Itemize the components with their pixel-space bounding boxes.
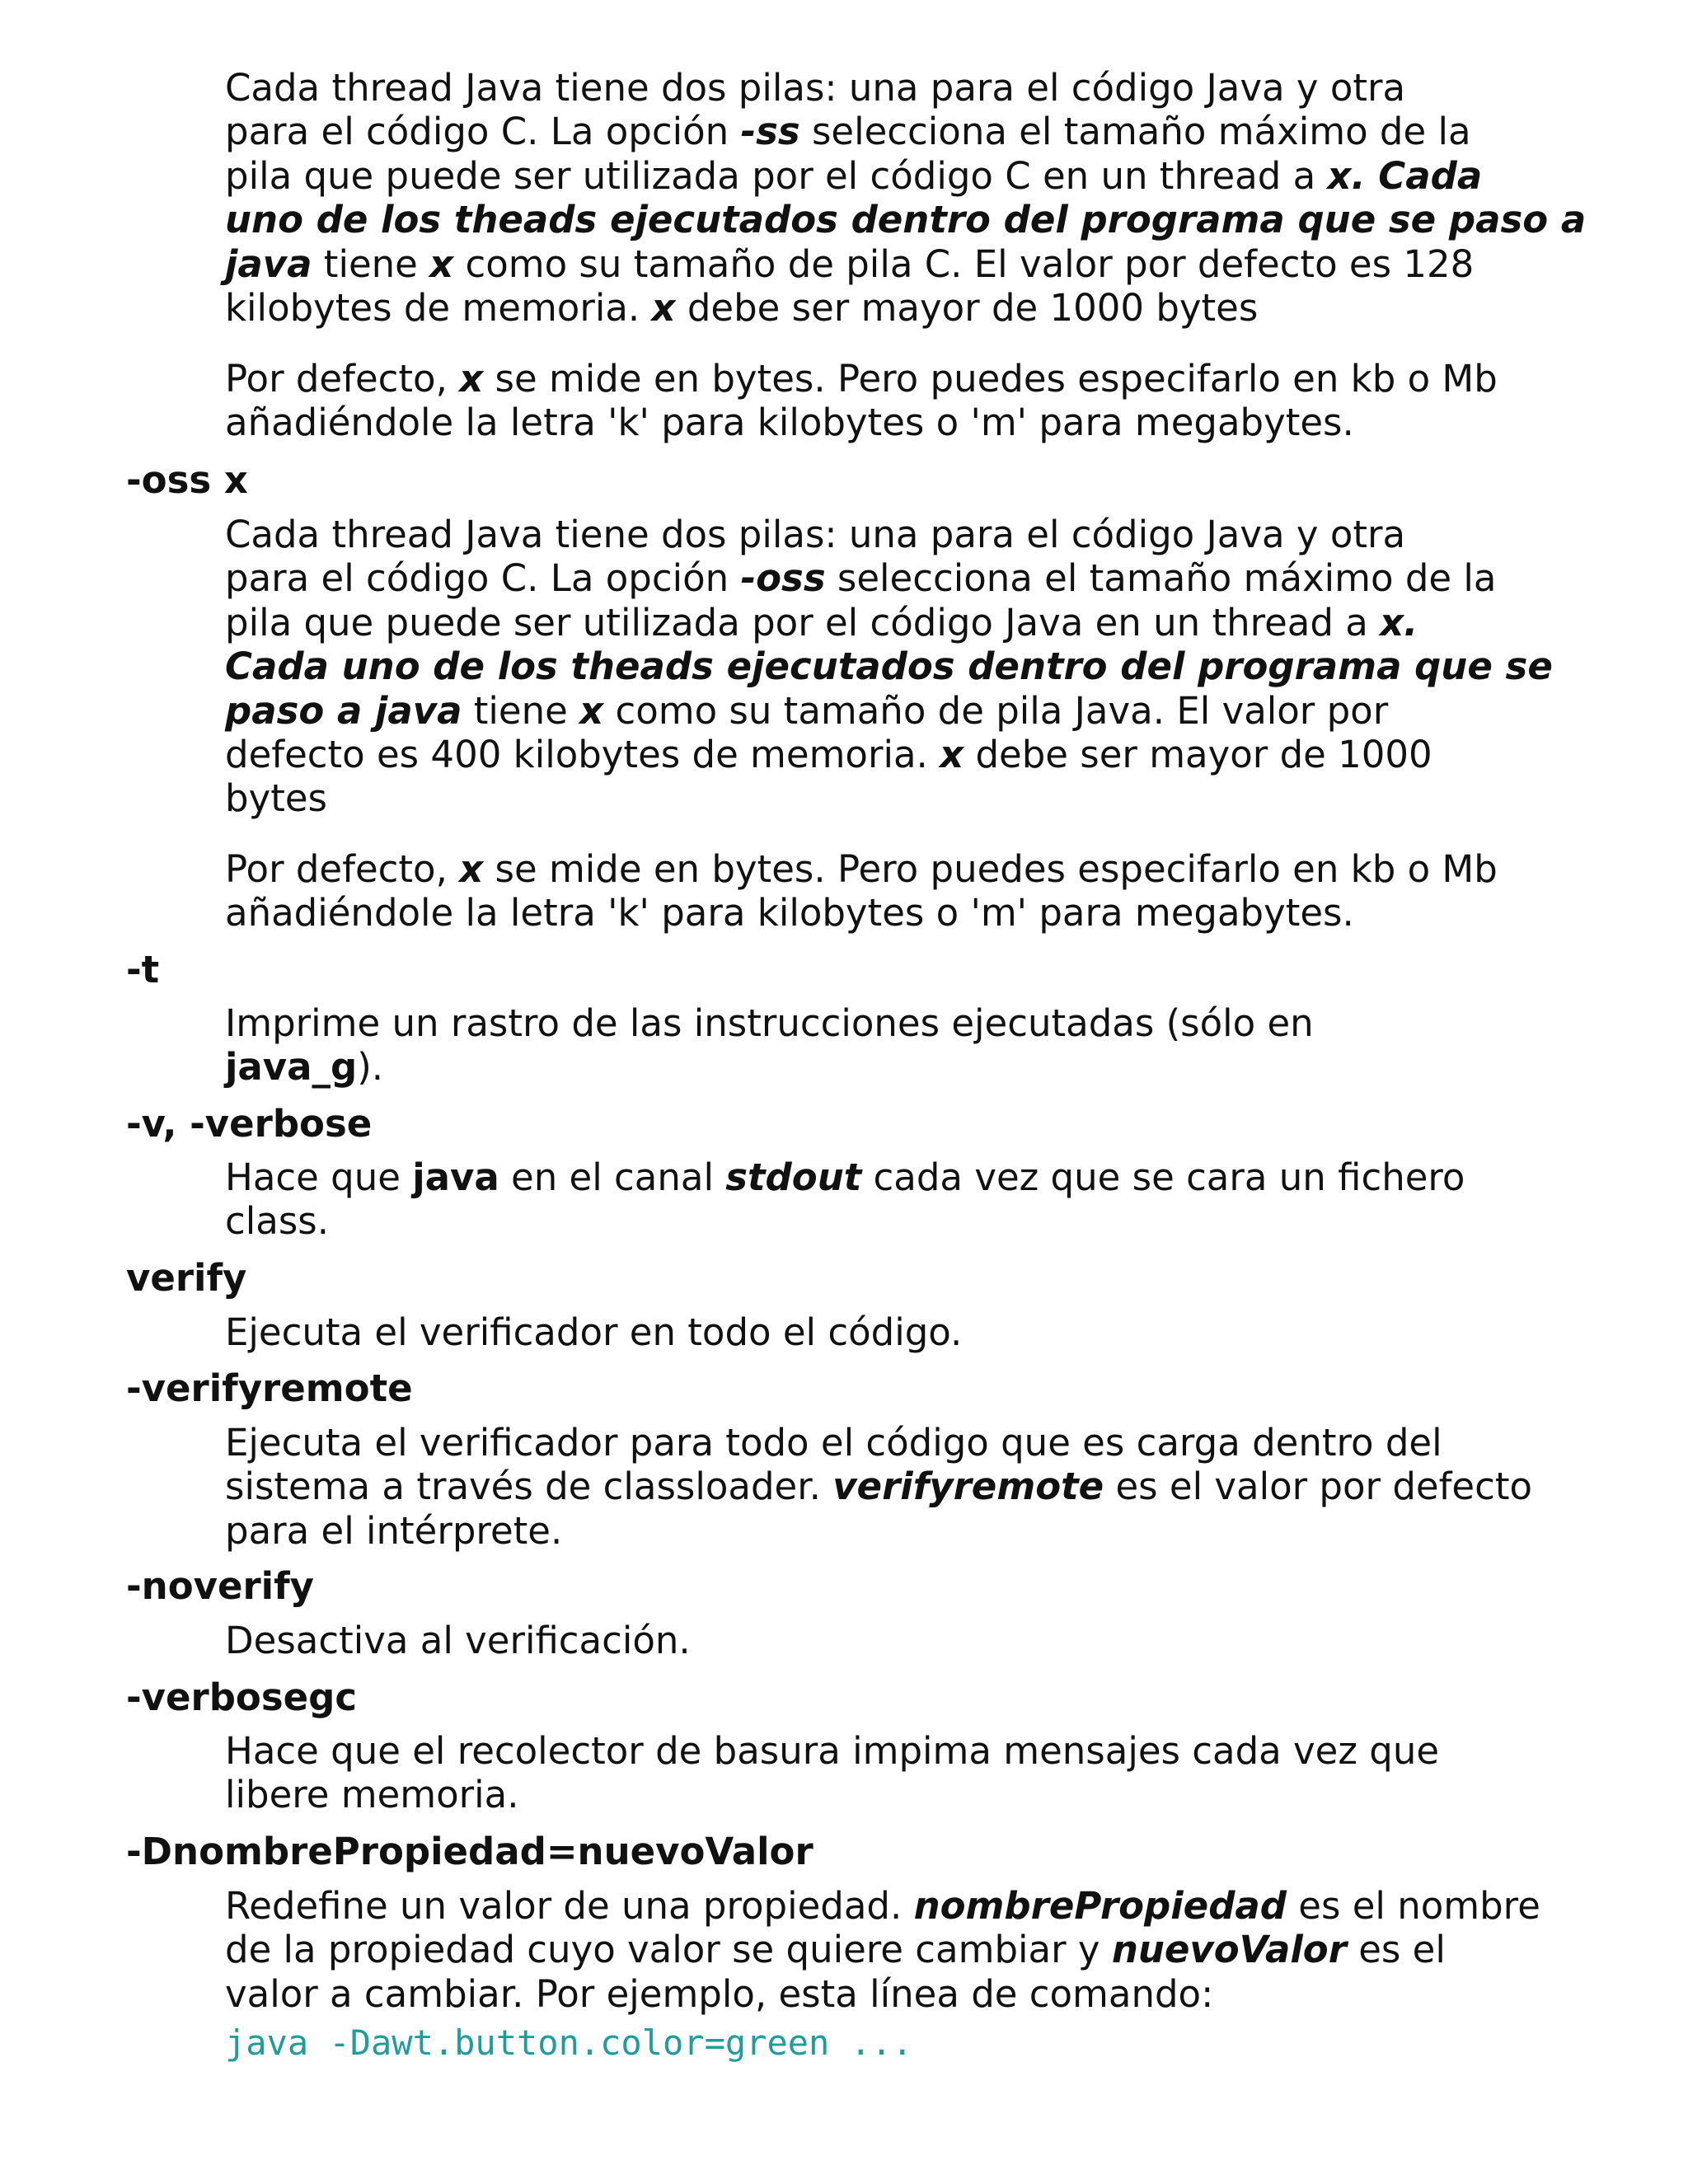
command-name: java [412,1155,499,1199]
text: defecto es 400 kilobytes de memoria. [225,733,940,777]
text: Redefine un valor de una propiedad. [225,1884,914,1928]
oss-description [225,513,1577,821]
text: Imprime un rastro de las instrucciones ejecutadas (sólo en [225,1001,1314,1045]
text: como su tamaño de pila C. El valor por defecto es 128 [453,241,1475,286]
verbosegc-description [225,1729,1577,1817]
text: en el canal [499,1155,726,1199]
text: tiene [462,688,580,733]
variable-x: x [459,847,484,891]
text: sistema a través de classloader. [225,1465,833,1509]
option-term-define-property: -DnombrePropiedad=nuevoValor [126,1830,814,1873]
text: para el código C. La opción [225,556,741,601]
option-term-verbosegc: -verbosegc [126,1675,358,1719]
option-term-verify: verify [126,1256,247,1300]
code-example: java -Dawt.button.color=green ... [225,2022,913,2063]
text: selecciona el tamaño máximo de la [825,556,1497,601]
text: Por defecto, [225,357,460,401]
text: Ejecuta el verificador en todo el código. [225,1310,963,1354]
command-name: java_g [225,1045,358,1090]
text: tiene [312,241,430,286]
text: valor a cambiar. Por ejemplo, esta línea de comando: [225,1971,1214,2016]
text: de la propiedad cuyo valor se quiere cambiar y [225,1928,1112,1972]
emphasis: Cada uno de los theads ejecutados dentro del programa que se [225,644,1553,689]
text: es el valor por defecto [1104,1465,1533,1509]
verifyremote-description [225,1421,1577,1553]
text: bytes [225,776,327,821]
text: añadiéndole la letra 'k' para kilobytes o 'm' para megabytes. [225,891,1354,935]
text: Ejecuta el verificador para todo el código que es carga dentro del [225,1421,1442,1465]
text: Cada thread Java tiene dos pilas: una para el código Java y otra [225,513,1406,556]
emphasis: nombrePropiedad [913,1884,1287,1928]
emphasis: uno de los theads ejecutados dentro del programa que se paso a [225,198,1587,242]
verify-description [225,1310,1577,1354]
text: es el [1346,1928,1446,1972]
text: es el nombre [1287,1884,1540,1928]
text: Cada thread Java tiene dos pilas: una para el código Java y otra [225,66,1406,110]
variable-x: x [429,241,454,286]
text: Por defecto, [225,847,460,891]
option-term-verbose: -v, -verbose [126,1102,373,1146]
option-term-t: -t [126,948,160,991]
text: para el intérprete. [225,1508,563,1553]
text: ). [357,1045,384,1090]
define-property-description [225,1884,1577,2016]
text: Desactiva al verificación. [225,1619,691,1662]
text: cada vez que se cara un fichero [861,1155,1465,1199]
emphasis: java [225,241,312,286]
text: selecciona el tamaño máximo de la [799,110,1471,154]
variable-x: x [579,688,604,733]
noverify-description [225,1619,1577,1662]
option-term-oss: -oss x [126,458,248,502]
text: como su tamaño de pila Java. El valor por [603,688,1389,733]
text: se mide en bytes. Pero puedes especifarlo en kb o Mb [483,847,1498,891]
variable-x: x [459,357,484,401]
ss-units-note [225,357,1577,445]
text: debe ser mayor de 1000 bytes [675,286,1259,330]
emphasis: verifyremote [832,1465,1104,1509]
text: Hace que el recolector de basura impima mensajes cada vez que [225,1729,1440,1773]
text: Hace que [225,1155,413,1199]
text: class. [225,1199,330,1244]
oss-units-note [225,847,1577,935]
variable-x: x [940,733,964,777]
emphasis: paso a java [225,688,462,733]
text: libere memoria. [225,1773,519,1817]
text: añadiéndole la letra 'k' para kilobytes o 'm' para megabytes. [225,401,1354,445]
emphasis: stdout [725,1155,862,1199]
t-description [225,1001,1577,1090]
emphasis: x. [1380,600,1418,644]
variable-x: x [651,286,676,330]
text: debe ser mayor de 1000 [964,733,1432,777]
option-name: -ss [740,110,800,154]
option-term-noverify: -noverify [126,1564,315,1608]
text: para el código C. La opción [225,110,741,154]
text: kilobytes de memoria. [225,286,652,330]
option-name: -oss [740,556,826,601]
ss-description [225,66,1587,330]
emphasis: x. Cada [1327,153,1483,198]
emphasis: nuevoValor [1111,1928,1347,1972]
text: pila que puede ser utilizada por el código Java en un thread a [225,600,1381,644]
option-term-verifyremote: -verifyremote [126,1366,413,1410]
verbose-description [225,1155,1577,1244]
text: pila que puede ser utilizada por el código C en un thread a [225,153,1328,198]
text: se mide en bytes. Pero puedes especifarlo en kb o Mb [483,357,1498,401]
